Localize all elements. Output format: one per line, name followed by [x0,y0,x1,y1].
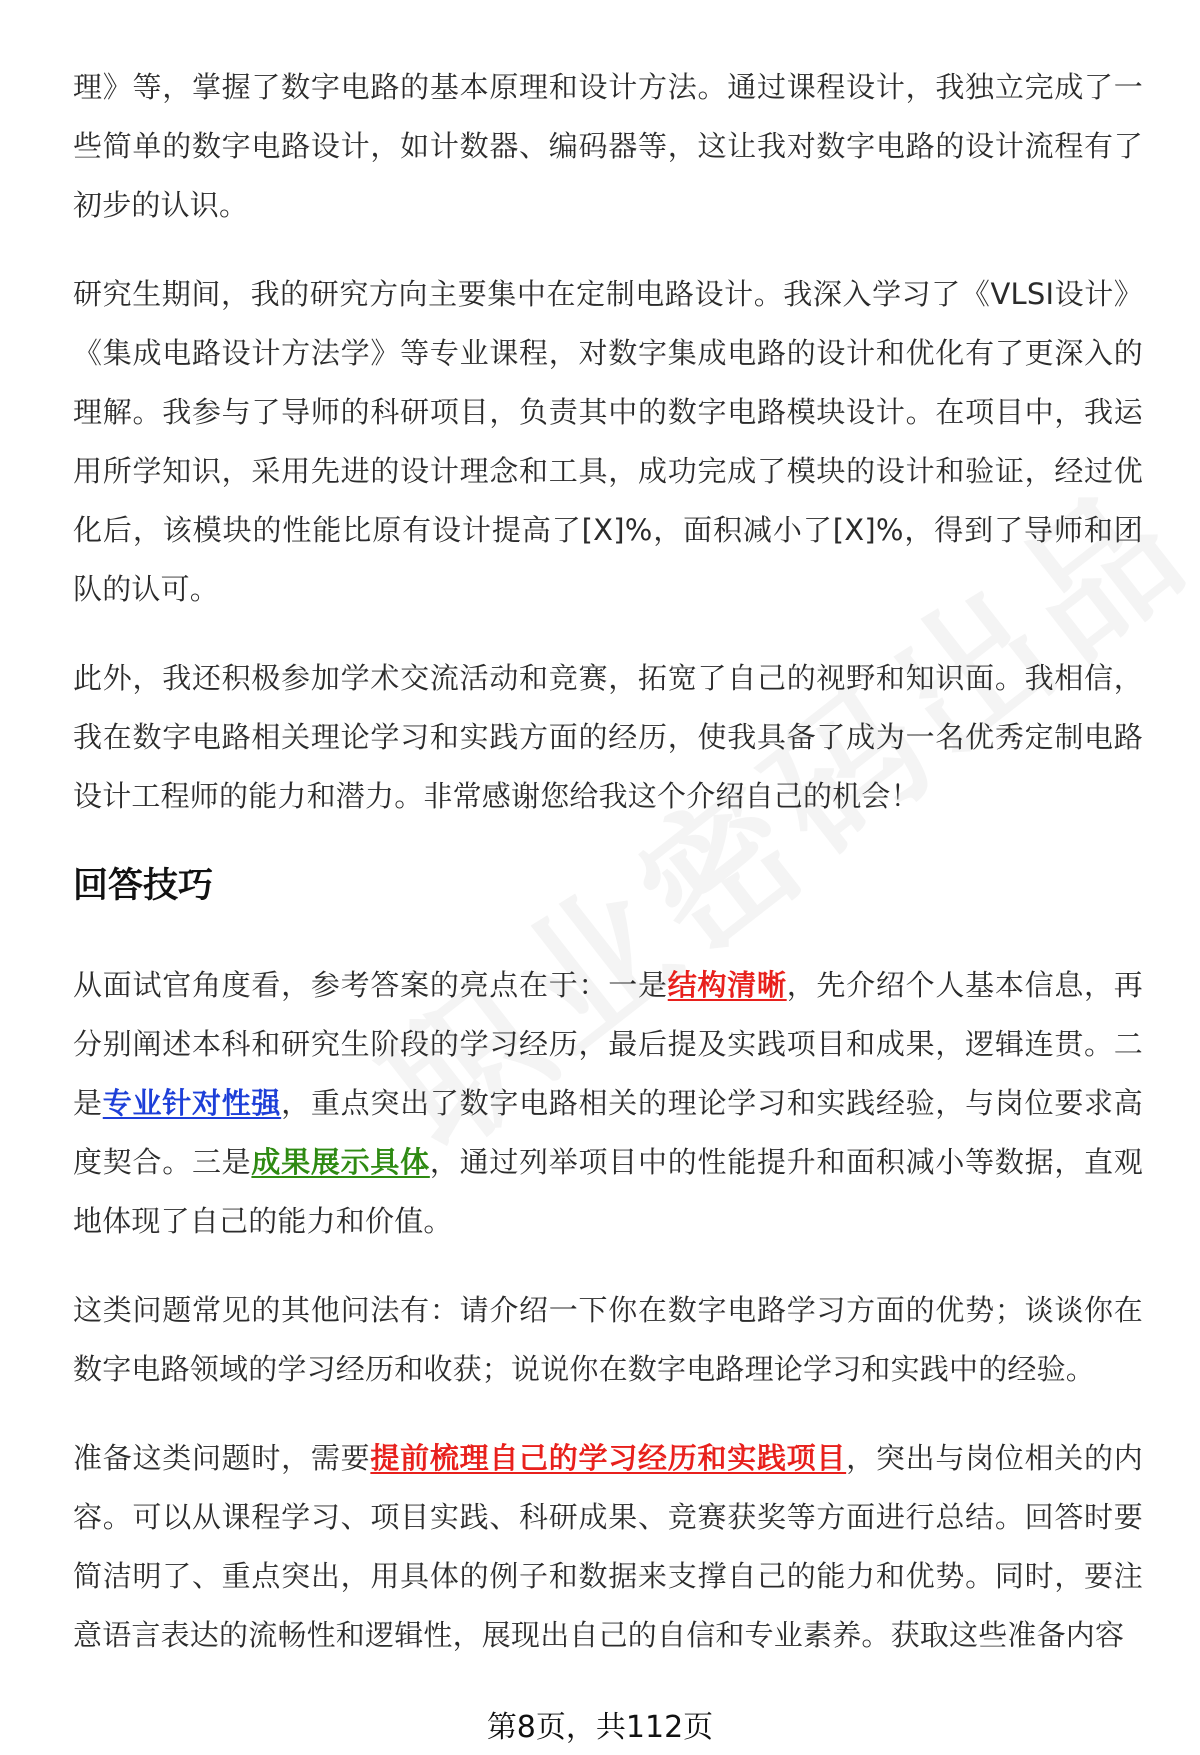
text-segment: ，先介绍个人基本信息，再分别阐述本科和研究生阶段的学习经历，最后提及实践项目和成果，逻辑连贯。二是 [73,968,1143,1120]
text-segment: ，重点突出了数字电路相关的理论学习和实践经验，与岗位要求高度契合。三是 [73,1086,1143,1179]
text-segment: 从面试官角度看，参考答案的亮点在于：一是 [73,968,668,1002]
highlight-professional-relevance: 专业针对性强 [102,1086,282,1120]
paragraph-other-questions: 这类问题常见的其他问法有：请介绍一下你在数字电路学习方面的优势；谈谈你在数字电路领域的学习经历和收获；说说你在数字电路理论学习和实践中的经验。 [73,1293,1143,1386]
document-content [73,58,1143,1695]
text-segment: ，通过列举项目中的性能提升和面积减小等数据，直观地体现了自己的能力和价值。 [73,1145,1143,1238]
highlight-review-experience: 提前梳理自己的学习经历和实践项目 [370,1441,847,1475]
paragraph-answer-highlights [73,956,1143,1251]
section-heading: 回答技巧 [73,866,214,906]
page-footer: 第8页，共112页 [486,1710,714,1745]
highlight-structure-clear: 结构清晰 [667,968,787,1002]
paragraph-closing: 此外，我还积极参加学术交流活动和竞赛，拓宽了自己的视野和知识面。我相信，我在数字电路相关理论学习和实践方面的经历，使我具备了成为一名优秀定制电路设计工程师的能力和潜力。非常感谢您给我这个介绍自己的机会！ [73,661,1143,813]
text-segment: ，突出与岗位相关的内容。可以从课程学习、项目实践、科研成果、竞赛获奖等方面进行总结。回答时要简洁明了、重点突出，用具体的例子和数据来支撑自己的能力和优势。同时，要注意语言表达的流畅性和逻辑性，展现出自己的自信和专业素养。获取这些准备内容 [73,1441,1143,1652]
highlight-concrete-results: 成果展示具体 [251,1145,430,1179]
paragraph-graduate-study: 研究生期间，我的研究方向主要集中在定制电路设计。我深入学习了《VLSI设计》《集成电路设计方法学》等专业课程，对数字集成电路的设计和优化有了更深入的理解。我参与了导师的科研项目，负责其中的数字电路模块设计。在项目中，我运用所学知识，采用先进的设计理念和工具，成功完成了模块的设计和验证，经过优化后，该模块的性能比原有设计提高了[X]%，面积减小了[X]%，得到了导师和团队的认可。 [73,277,1143,606]
paragraph-undergrad-continued: 理》等，掌握了数字电路的基本原理和设计方法。通过课程设计，我独立完成了一些简单的数字电路设计，如计数器、编码器等，这让我对数字电路的设计流程有了初步的认识。 [73,70,1143,222]
text-segment: 准备这类问题时，需要 [73,1441,371,1475]
paragraph-preparation [73,1429,1143,1665]
